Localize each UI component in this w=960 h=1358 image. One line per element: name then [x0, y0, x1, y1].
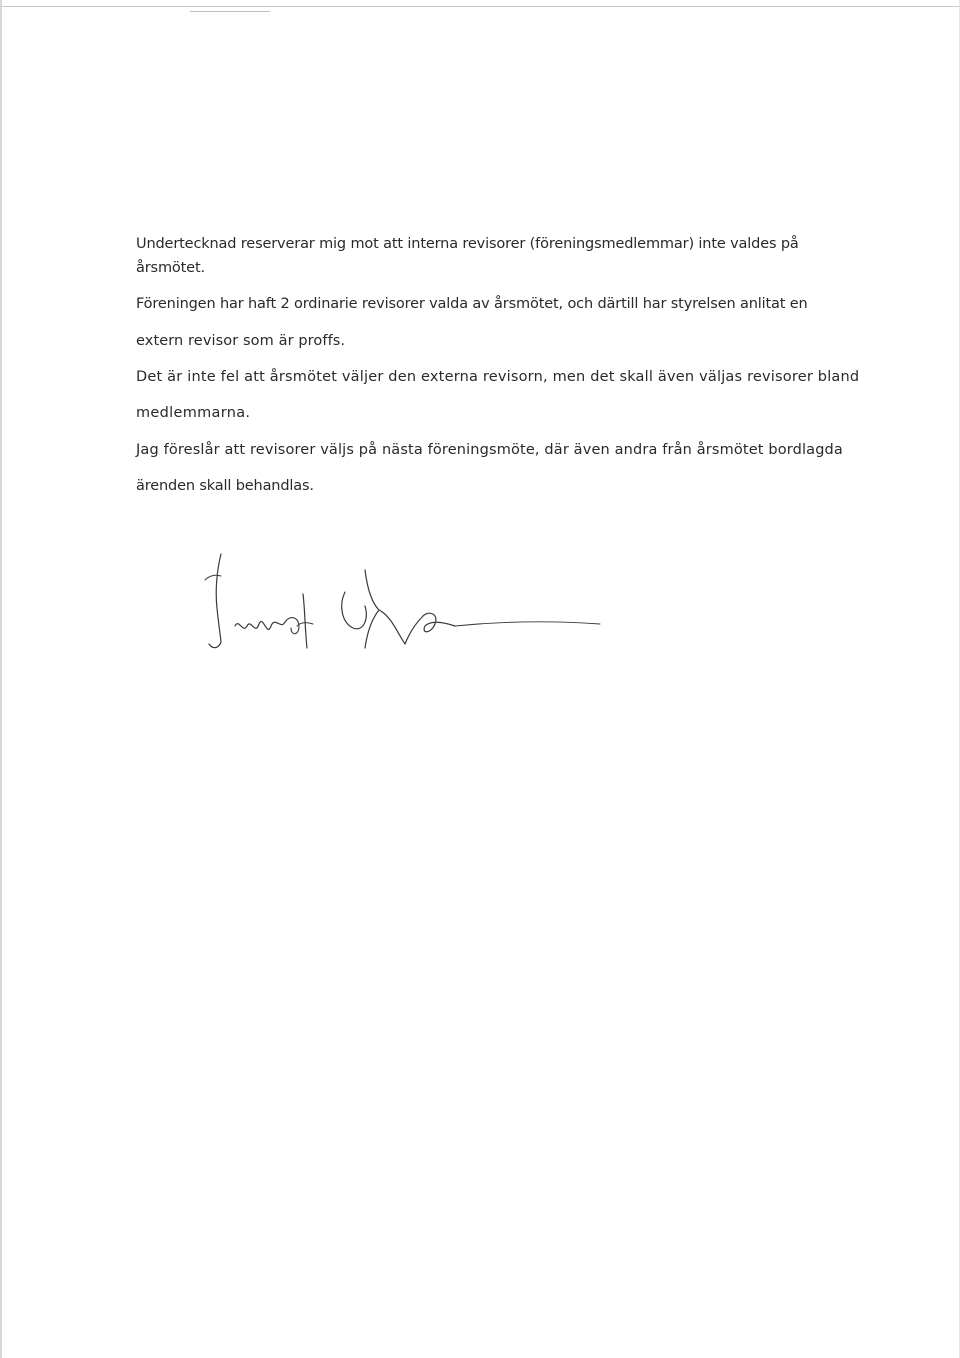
scan-mark-top: [190, 11, 270, 12]
paragraph-1-line-1: Undertecknad reserverar mig mot att interna revisorer (föreningsmedlemmar) inte valdes på: [136, 236, 799, 252]
paragraph-2-line-2: extern revisor som är proffs.: [136, 333, 346, 349]
paragraph-4-line-2: ärenden skall behandlas.: [136, 478, 314, 494]
paragraph-3-line-2: medlemmarna.: [136, 405, 251, 421]
paragraph-3-line-1: Det är inte fel att årsmötet väljer den externa revisorn, men det skall även väljas revisorer bland: [136, 369, 860, 385]
scan-edge-left: [0, 0, 2, 1358]
handwritten-signature: [195, 540, 615, 670]
paragraph-2-line-1: Föreningen har haft 2 ordinarie revisorer valda av årsmötet, och därtill har styrelsen anlitat en: [136, 296, 808, 312]
paragraph-1-line-2: årsmötet.: [136, 260, 205, 276]
scan-edge-top: [0, 6, 960, 7]
paragraph-4-line-1: Jag föreslår att revisorer väljs på nästa föreningsmöte, där även andra från årsmötet bordlagda: [136, 442, 843, 458]
